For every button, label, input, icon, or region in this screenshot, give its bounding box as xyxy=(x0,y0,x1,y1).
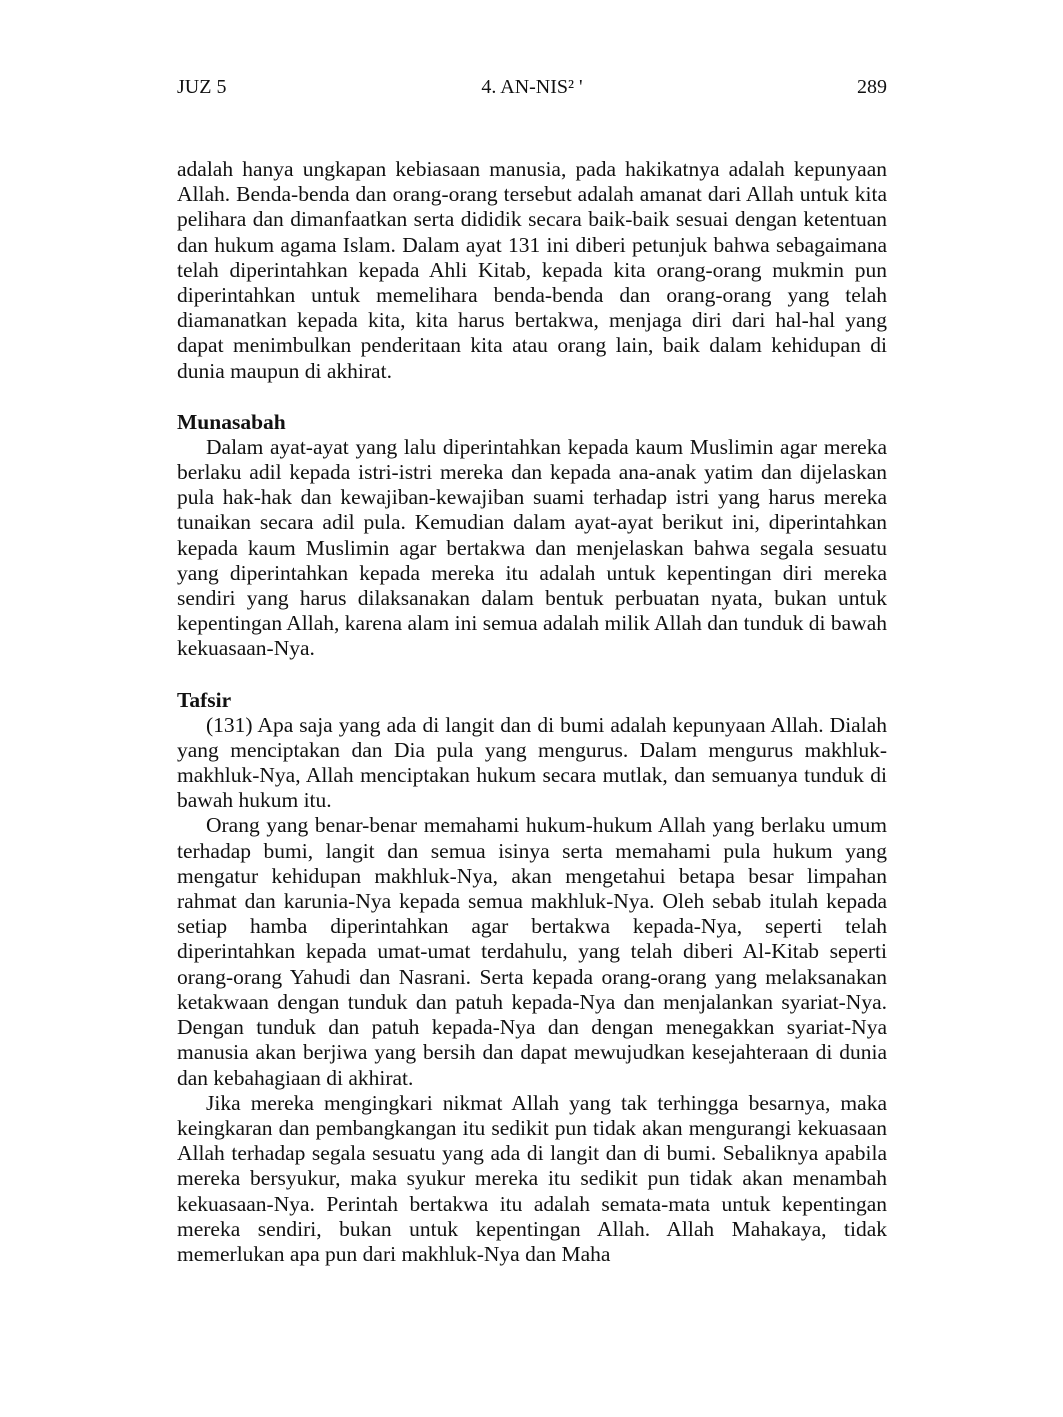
munasabah-paragraph: Dalam ayat-ayat yang lalu diperintahkan kepada kaum Muslimin agar mereka berlaku adil kepada istri-istri mereka dan kepada ana-anak yatim dan dijelaskan pula hak-hak dan kewajiban-kewajiban suami terhadap istri yang harus mereka tunaikan secara adil pula. Kemudian dalam ayat-ayat berikut ini, diperintahkan kepada kaum Muslimin agar bertakwa dan menjelaskan bahwa segala sesuatu yang diperintahkan kepada mereka itu adalah untuk kepentingan diri mereka sendiri yang harus dilaksanakan dalam bentuk perbuatan nyata, bukan untuk kepentingan Allah, karena alam ini semua adalah milik Allah dan tunduk di bawah kekuasaan-Nya. xyxy=(177,434,887,661)
intro-paragraph: adalah hanya ungkapan kebiasaan manusia, pada hakikatnya adalah kepunyaan Allah. Benda-benda dan orang-orang tersebut adalah amanat dari Allah untuk kita pelihara dan dimanfaatkan serta dididik secara baik-baik sesuai dengan ketentuan dan hukum agama Islam. Dalam ayat 131 ini diberi petunjuk bahwa sebagaimana telah diperintahkan kepada Ahli Kitab, kepada kita orang-orang mukmin pun diperintahkan untuk memelihara benda-benda dan orang-orang yang telah diamanatkan kepada kita, kita harus bertakwa, menjaga diri dari hal-hal yang dapat menimbulkan penderitaan kita atau orang lain, baik dalam kehidupan di dunia maupun di akhirat. xyxy=(177,157,887,383)
running-header xyxy=(177,72,887,102)
tafsir-heading: Tafsir xyxy=(177,687,232,712)
tafsir-paragraph-1: (131) Apa saja yang ada di langit dan di bumi adalah kepunyaan Allah. Dialah yang menciptakan dan Dia pula yang mengurus. Dalam mengurus makhluk-makhluk-Nya, Allah menciptakan hukum secara mutlak, dan semuanya tunduk di bawah hukum itu. xyxy=(177,712,887,813)
munasabah-heading: Munasabah xyxy=(177,409,286,434)
juz-label: JUZ 5 xyxy=(177,76,227,98)
tafsir-paragraph-2: Orang yang benar-benar memahami hukum-hukum Allah yang berlaku umum terhadap bumi, langit dan semua isinya serta memahami pula hukum yang mengatur kehidupan makhluk-Nya, akan mengetahui betapa besar limpahan rahmat dan karunia-Nya kepada semua makhluk-Nya. Oleh sebab itulah kepada setiap hamba diperintahkan agar bertakwa kepada-Nya, seperti telah diperintahkan kepada umat-umat terdahulu, yang telah diberi Al-Kitab seperti orang-orang Yahudi dan Nasrani. Serta kepada orang-orang yang melaksanakan ketakwaan dengan tunduk dan patuh kepada-Nya dan menjalankan syariat-Nya. Dengan tunduk dan patuh kepada-Nya dan dengan menegakkan syariat-Nya manusia akan berjiwa yang bersih dan dapat mewujudkan kesejahteraan di dunia dan kebahagiaan di akhirat. xyxy=(177,813,887,1090)
surah-title: 4. AN-NIS² ' xyxy=(481,76,583,98)
page-number: 289 xyxy=(857,76,887,98)
tafsir-paragraph-3: Jika mereka mengingkari nikmat Allah yang tak terhingga besarnya, maka keingkaran dan pembangkangan itu sedikit pun tidak akan mengurangi kekuasaan Allah terhadap segala sesuatu yang ada di langit dan di bumi. Sebaliknya apabila mereka bersyukur, maka syukur mereka itu sedikit pun tidak akan menambah kekuasaan-Nya. Perintah bertakwa itu adalah semata-mata untuk kepentingan mereka sendiri, bukan untuk kepentingan Allah. Allah Mahakaya, tidak memerlukan apa pun dari makhluk-Nya dan Maha xyxy=(177,1090,887,1266)
body-text xyxy=(177,157,887,1267)
